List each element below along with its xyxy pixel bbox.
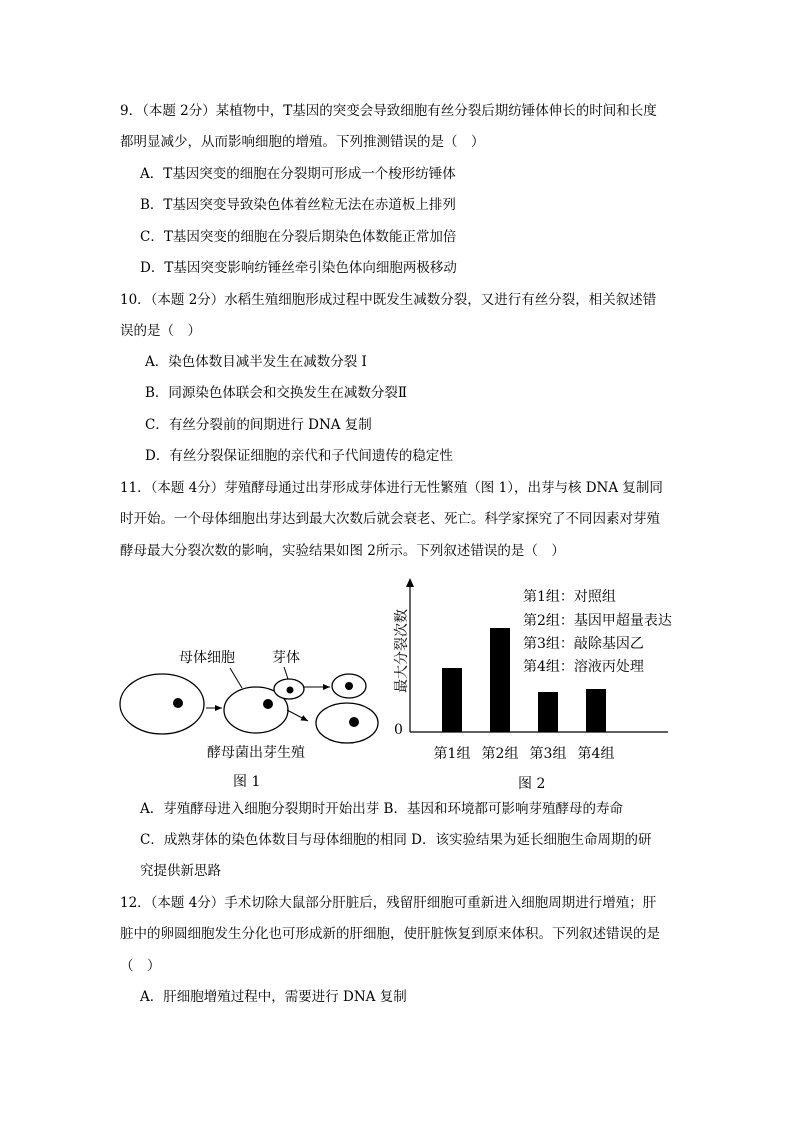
figure-1-caption: 图 1 (233, 774, 261, 790)
question-10-option-c: C．有丝分裂前的间期进行 DNA 复制 (145, 417, 372, 433)
bar-group-1 (442, 668, 462, 732)
figure-1-budding-diagram (118, 640, 398, 790)
x-tick-label-4: 第4组 (577, 746, 615, 762)
question-9-option-c: C．T基因突变的细胞在分裂后期染色体数能正常加倍 (140, 229, 457, 245)
question-10-option-a: A．染色体数目减半发生在减数分裂 Ⅰ (145, 354, 367, 370)
figure-2-caption: 图 2 (518, 776, 546, 790)
nucleus-icon (287, 687, 294, 694)
legend-item-2: 第2组：基因甲超量表达 (523, 613, 672, 629)
question-9-option-b: B．T基因突变导致染色体着丝粒无法在赤道板上排列 (140, 197, 456, 213)
question-11-option-d-continued: 究提供新思路 (140, 863, 221, 879)
y-origin-label: 0 (394, 722, 403, 738)
mature-daughter-cell (316, 703, 378, 743)
legend-item-3: 第3组：敲除基因乙 (523, 636, 644, 652)
question-11-option-a-b: A．芽殖酵母进入细胞分裂期时开始出芽 B．基因和环境都可影响芽殖酵母的寿命 (140, 801, 623, 817)
question-9-option-a: A．T基因突变的细胞在分裂期可形成一个梭形纺锤体 (140, 166, 456, 182)
question-10-option-d: D．有丝分裂保证细胞的亲代和子代间遗传的稳定性 (145, 448, 453, 464)
y-axis-label: 最大分裂次数 (394, 609, 410, 693)
question-12-stem-line-1: 12．（本题 4分）手术切除大鼠部分肝脏后，残留肝细胞可重新进入细胞周期进行增殖；肝 (120, 895, 657, 911)
question-9-option-d: D．T基因突变影响纺锤丝牵引染色体向细胞两极移动 (140, 260, 457, 276)
x-tick-label-2: 第2组 (481, 746, 519, 762)
question-9-stem-line-1: 9．（本题 2分）某植物中，T基因的突变会导致细胞有丝分裂后期纺锤体伸长的时间和长度 (120, 103, 657, 119)
nucleus-icon (263, 699, 273, 709)
question-11-option-c-d: C．成熟芽体的染色体数目与母体细胞的相同 D．该实验结果为延长细胞生命周期的研 (140, 832, 652, 848)
label-mother-cell: 母体细胞 (179, 650, 235, 666)
bar-group-2 (490, 628, 510, 732)
figure-1-inner-caption: 酵母菌出芽生殖 (207, 745, 305, 761)
mother-cell-initial (120, 674, 204, 734)
x-tick-label-3: 第3组 (529, 746, 567, 762)
question-11-stem-line-1: 11．（本题 4分）芽殖酵母通过出芽形成芽体进行无性繁殖（图 1），出芽与核 DNA 复制同 (120, 480, 663, 496)
question-11-stem-line-2: 时开始。一个母体细胞出芽达到最大次数后就会衰老、死亡。科学家探究了不同因素对芽殖 (120, 511, 660, 527)
y-axis-arrow-icon (406, 578, 414, 587)
question-10-stem-line-2: 误的是（ ） (120, 323, 201, 339)
legend-item-4: 第4组：溶液丙处理 (523, 659, 644, 675)
question-9-stem-line-2: 都明显减少，从而影响细胞的增殖。下列推测错误的是（ ） (120, 134, 485, 150)
question-11-stem-line-3: 酵母最大分裂次数的影响，实验结果如图 2所示。下列叙述错误的是（ ） (120, 543, 565, 559)
figure-2-bar-chart (380, 570, 690, 790)
question-12-option-a: A．肝细胞增殖过程中，需要进行 DNA 复制 (140, 989, 407, 1005)
label-bud: 芽体 (272, 650, 300, 666)
question-12-stem-line-2: 脏中的卵圆细胞发生分化也可形成新的肝细胞，使肝脏恢复到原来体积。下列叙述错误的是 (120, 926, 660, 942)
nucleus-icon (173, 698, 183, 708)
question-10-option-b: B．同源染色体联会和交换发生在减数分裂Ⅱ (145, 385, 408, 401)
legend-item-1: 第1组：对照组 (523, 589, 616, 605)
nucleus-icon (349, 717, 359, 727)
x-tick-label-1: 第1组 (433, 746, 471, 762)
nucleus-icon (345, 682, 353, 690)
bar-group-4 (586, 689, 606, 732)
bar-group-3 (538, 692, 558, 732)
question-10-stem-line-1: 10．（本题 2分）水稻生殖细胞形成过程中既发生减数分裂，又进行有丝分裂，相关叙述错 (120, 292, 657, 308)
question-12-stem-line-3: （ ） (120, 958, 161, 974)
